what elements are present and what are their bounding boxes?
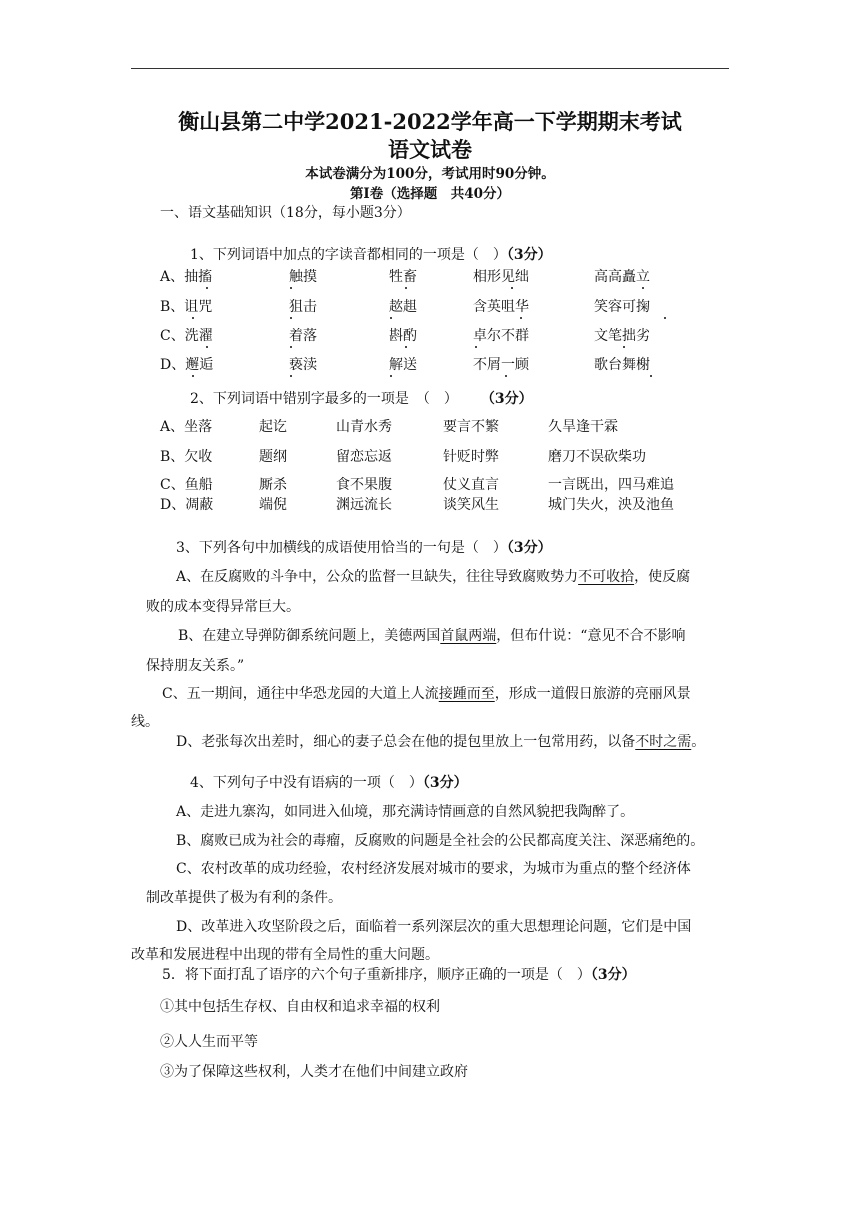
emphasis-dot [390,317,392,319]
emphasis-dot [192,375,194,377]
emphasis-dot [405,287,407,289]
q2-option-word: 谈笑风生 [443,497,499,513]
emphasis-dot [192,317,194,319]
q2-option-word: 磨刀不误砍柴功 [548,449,646,465]
emphasis-dot [290,375,292,377]
question-3-option-a: A、在反腐败的斗争中，公众的监督一旦缺失，往往导致腐败势力不可收拾，使反腐 [176,569,691,585]
q2-option-word: 端倪 [259,497,287,513]
q1-option-word: A、抽搐 [160,269,213,285]
q1-option-word: 卓尔不群 [473,328,529,344]
q2-option-word: 城门失火，泱及池鱼 [548,497,674,513]
emphasis-dot [623,346,625,348]
q2-option-word: B、欠收 [160,449,213,465]
q2-option-word: 厮杀 [259,477,287,493]
question-3-option-c-cont: 线。 [131,714,159,730]
q1-option-word: 触摸 [289,269,317,285]
question-5-item-3: ③为了保障这些权利，人类才在他们中间建立政府 [160,1064,468,1080]
emphasis-dot [475,346,477,348]
q1-option-word: 着落 [289,328,317,344]
emphasis-dot [290,287,292,289]
emphasis-dot [520,317,522,319]
question-4-option-d: D、改革进入攻坚阶段之后，面临着一系列深层次的重大思想理论问题，它们是中国 [176,919,692,935]
emphasis-dot [290,346,292,348]
q1-option-word: 文笔拙劣 [594,328,650,344]
q1-option-word: 高高矗立 [594,269,650,285]
q2-option-word: 山青水秀 [336,419,392,435]
question-4-option-b: B、腐败已成为社会的毒瘤，反腐败的问题是全社会的公民都高度关注、深恶痛绝的。 [176,833,705,849]
q2-option-word: 要言不繁 [443,419,499,435]
q2-option-word: 题纲 [259,449,287,465]
question-2-stem: 2、下列词语中错别字最多的一项是 （ ） （3分） [190,391,533,407]
exam-subtitle: 语文试卷 [388,137,472,162]
section-heading: 一、语文基础知识（18分，每小题3分） [160,205,411,221]
q2-option-word: 渊远流长 [336,497,392,513]
question-5-stem: 5．将下面打乱了语序的六个句子重新排序，顺序正确的一项是（ ）（3分） [162,967,636,983]
q2-option-word: 针贬时弊 [443,449,499,465]
exam-note: 本试卷满分为100分，考试用时90分钟。 [305,166,555,182]
question-3-option-c: C、五一期间，通往中华恐龙园的大道上人流接踵而至，形成一道假日旅游的亮丽风景 [162,686,691,702]
q2-option-word: 留恋忘返 [336,449,392,465]
emphasis-dot [390,375,392,377]
q2-option-word: 一言既出，四马难追 [548,477,674,493]
q2-option-word: 仗义直言 [443,477,499,493]
q2-option-word: 久旱逢干霖 [548,419,618,435]
q1-option-word: 笑容可掬 [594,299,650,315]
q1-option-word: 趑趄 [389,299,417,315]
emphasis-dot [642,287,644,289]
question-3-option-b: B、在建立导弹防御系统问题上，美德两国首鼠两端，但布什说：“意见不合不影响 [178,628,686,644]
question-4-option-d-cont: 改革和发展进程中出现的带有全局性的重大问题。 [131,947,439,963]
q2-option-word: 起讫 [259,419,287,435]
emphasis-dot [206,287,208,289]
q1-option-word: D、邂逅 [160,357,214,373]
question-4-option-c-cont: 制改革提供了极为有利的条件。 [146,890,342,906]
emphasis-dot [405,346,407,348]
question-3-option-a-cont: 败的成本变得异常巨大。 [146,599,300,615]
emphasis-dot [511,287,513,289]
question-3-stem: 3、下列各句中加横线的成语使用恰当的一句是（ ）（3分） [176,540,552,556]
q2-option-word: 食不果腹 [336,477,392,493]
question-3-option-b-cont: 保持朋友关系。” [146,658,245,674]
emphasis-dot [650,375,652,377]
q1-option-word: 含英咀华 [473,299,529,315]
question-4-option-c: C、农村改革的成功经验，农村经济发展对城市的要求，为城市为重点的整个经济体 [176,861,691,877]
question-3-option-d: D、老张每次出差时，细心的妻子总会在他的提包里放上一包常用药，以备不时之需。 [176,734,706,750]
emphasis-dot [664,317,666,319]
volume-heading: 第Ⅰ卷（选择题 共40分） [349,186,511,202]
exam-title: 衡山县第二中学2021-2022学年高一下学期期末考试 [178,109,682,134]
q1-option-word: B、诅咒 [160,299,213,315]
emphasis-dot [206,346,208,348]
q1-option-word: 狙击 [289,299,317,315]
q1-option-word: 斟酌 [389,328,417,344]
q2-option-word: D、凋蔽 [160,497,214,513]
q1-option-word: 不屑一顾 [473,357,529,373]
q2-option-word: C、鱼船 [160,477,213,493]
q1-option-word: 牲畜 [389,269,417,285]
q1-option-word: 解送 [389,357,417,373]
q2-option-word: A、坐落 [160,419,213,435]
q1-option-word: 歌台舞榭 [594,357,650,373]
emphasis-dot [290,317,292,319]
question-1-stem: 1、下列词语中加点的字读音都相同的一项是（ ）（3分） [190,247,552,263]
question-5-item-1: ①其中包括生存权、自由权和追求幸福的权利 [160,999,440,1015]
q1-option-word: 相形见绌 [473,269,529,285]
q1-option-word: 亵渎 [289,357,317,373]
q1-option-word: C、洗濯 [160,328,213,344]
question-4-stem: 4、下列句子中没有语病的一项（ ）（3分） [190,775,468,791]
question-5-item-2: ②人人生而平等 [160,1034,258,1050]
header-rule [131,68,729,69]
question-4-option-a: A、走进九寨沟，如同进入仙境，那充满诗情画意的自然风貌把我陶醉了。 [176,804,635,820]
emphasis-dot [505,375,507,377]
